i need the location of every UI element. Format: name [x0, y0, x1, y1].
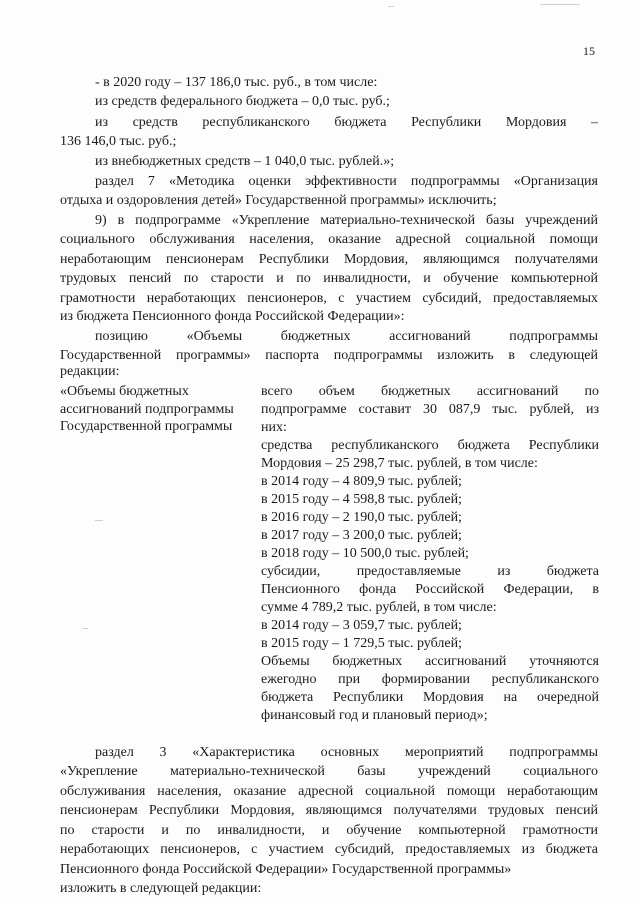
text-line: отдыха и оздоровления детей» Государственной программы» исключить; — [60, 193, 497, 208]
text-line: из средств республиканского бюджета Республики Мордовия – — [95, 115, 598, 130]
table-right-line: в 2014 году – 4 809,9 тыс. рублей; — [261, 474, 462, 489]
table-left-line: Государственной программы — [60, 419, 233, 434]
table-right-line: средства республиканского бюджета Республики — [261, 438, 599, 453]
table-right-column — [261, 383, 599, 725]
text-line: раздел 3 «Характеристика основных мероприятий подпрограммы — [95, 745, 598, 760]
page-number: 15 — [583, 44, 595, 58]
table-left-column — [60, 383, 250, 436]
text-line: Государственной программы» паспорта подпрограммы изложить в следующей — [60, 348, 598, 363]
text-line: неработающих пенсионеров, с участием субсидий, предоставляемых из бюджета — [60, 842, 598, 857]
table-left-line: «Объемы бюджетных — [60, 384, 189, 399]
table-right-line: в 2014 году – 3 059,7 тыс. рублей; — [261, 618, 462, 633]
table-right-line: финансовый год и плановый период»; — [261, 708, 488, 723]
table-right-line: Пенсионного фонда Российской Федерации, в — [261, 582, 599, 597]
text-line: 9) в подпрограмме «Укрепление материально-технической базы учреждений — [95, 213, 598, 228]
scan-speck — [82, 628, 88, 629]
table-right-line: них: — [261, 420, 287, 435]
text-line: грамотности неработающих пенсионеров, с участием субсидий, предоставляемых — [60, 291, 598, 306]
table-right-line: сумме 4 789,2 тыс. рублей, в том числе: — [261, 600, 497, 615]
text-line: обслуживания населения, оказание адресной социальной помощи неработающим — [60, 784, 598, 799]
text-line: трудовых пенсий по старости и по инвалидности, и обучение компьютерной — [60, 271, 598, 286]
scan-speck — [95, 520, 103, 521]
scan-speck — [388, 6, 394, 7]
table-right-line: бюджета Республики Мордовия на очередной — [261, 690, 599, 705]
text-line: - в 2020 году – 137 186,0 тыс. руб., в том числе: — [95, 75, 378, 90]
text-line: редакции: — [60, 364, 120, 379]
table-right-line: Мордовия – 25 298,7 тыс. рублей, в том числе: — [261, 456, 538, 471]
table-right-line: в 2015 году – 4 598,8 тыс. рублей; — [261, 492, 462, 507]
text-line: пенсионерам Республики Мордовия, являющимся получателями трудовых пенсий — [60, 803, 598, 818]
text-line: из средств федерального бюджета – 0,0 тыс. руб.; — [95, 94, 390, 109]
text-line: раздел 7 «Методика оценки эффективности подпрограммы «Организация — [95, 174, 598, 189]
table-right-line: в 2016 году – 2 190,0 тыс. рублей; — [261, 510, 462, 525]
table-right-line: в 2015 году – 1 729,5 тыс. рублей; — [261, 636, 462, 651]
text-line: Пенсионного фонда Российской Федерации» Государственной программы» — [60, 862, 512, 877]
text-line: из бюджета Пенсионного фонда Российской Федерации»: — [60, 309, 405, 324]
table-left-line: ассигнований подпрограммы — [60, 401, 234, 417]
text-line: из внебюджетных средств – 1 040,0 тыс. рублей.»; — [95, 154, 395, 169]
table-right-line: субсидии, предоставляемые из бюджета — [261, 564, 599, 579]
text-line: социального обслуживания населения, оказание адресной социальной помощи — [60, 232, 598, 247]
table-right-line: всего объем бюджетных ассигнований по — [261, 384, 599, 399]
text-line: 136 146,0 тыс. руб.; — [60, 134, 177, 149]
text-line: позицию «Объемы бюджетных ассигнований подпрограммы — [95, 329, 598, 344]
table-right-line: в 2018 году – 10 500,0 тыс. рублей; — [261, 546, 469, 561]
table-right-line: подпрограмме составит 30 087,9 тыс. рублей, из — [261, 402, 599, 417]
text-line: «Укрепление материально-технической базы учреждений социального — [60, 764, 598, 779]
table-right-line: Объемы бюджетных ассигнований уточняются — [261, 654, 599, 669]
text-line: неработающим пенсионерам Республики Мордовия, являющимся получателями — [60, 252, 598, 267]
text-line: по старости и по инвалидности, и обучение компьютерной грамотности — [60, 823, 598, 838]
table-right-line: в 2017 году – 3 200,0 тыс. рублей; — [261, 528, 462, 543]
text-line: изложить в следующей редакции: — [60, 881, 262, 896]
scan-speck — [540, 4, 580, 5]
table-right-line: ежегодно при формировании республиканского — [261, 672, 599, 687]
